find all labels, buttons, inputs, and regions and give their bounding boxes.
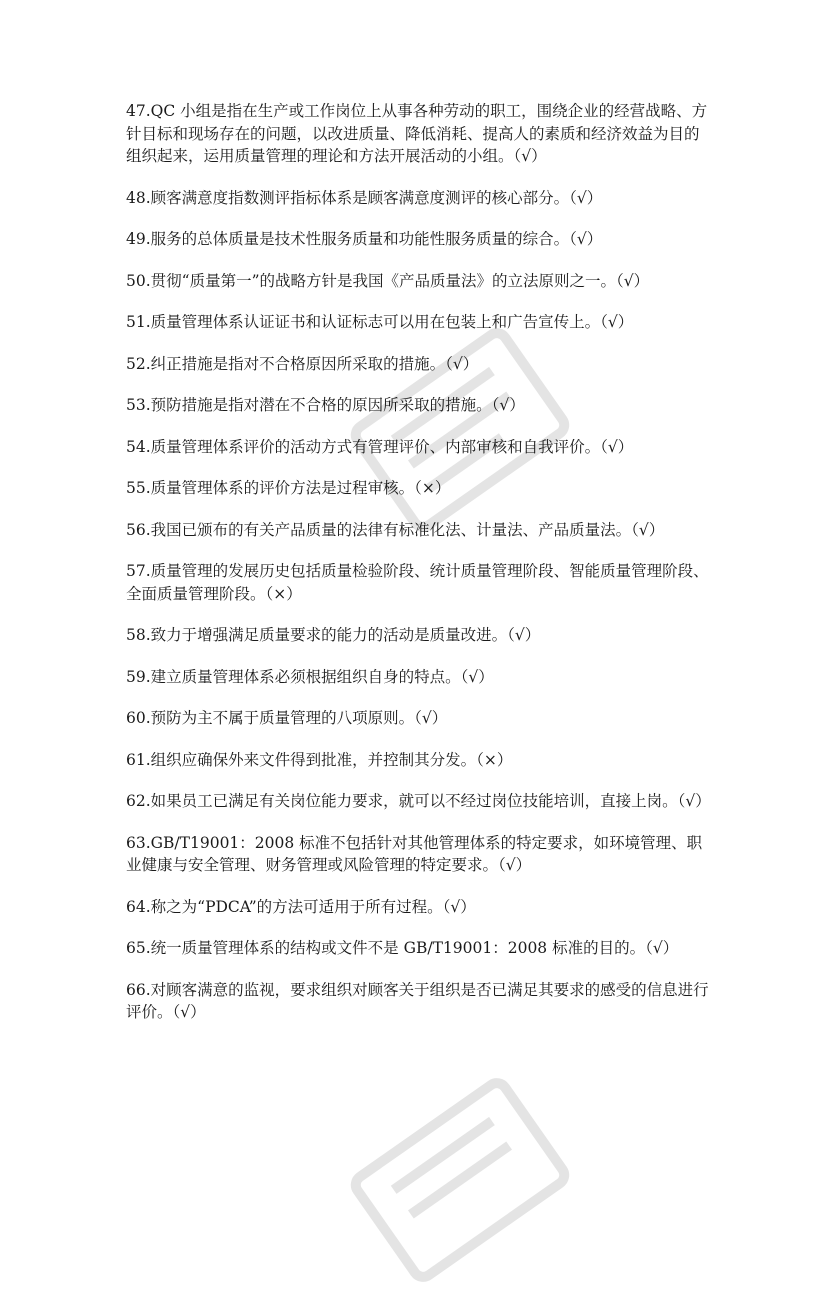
question-item-65: 65.统一质量管理体系的结构或文件不是 GB/T19001：2008 标准的目的。（√） [126, 939, 679, 957]
question-item-62: 62.如果员工已满足有关岗位能力要求，就可以不经过岗位技能培训，直接上岗。（√） [126, 792, 711, 810]
question-item-58: 58.致力于增强满足质量要求的能力的活动是质量改进。（√） [126, 626, 541, 644]
question-item-52: 52.纠正措施是指对不合格原因所采取的措施。（√） [126, 354, 479, 373]
question-item-64: 64.称之为“PDCA”的方法可适用于所有过程。（√） [126, 897, 476, 916]
question-item-47: 47.QC 小组是指在生产或工作岗位上从事各种劳动的职工，围绕企业的经营战略、方针目标和现场存在的问题，以改进质量、降低消耗、提高人的素质和经济效益为目的组织起来，运用质量管理的理论和方法开展活动的小组。（√） [126, 102, 708, 165]
question-item-63: 63.GB/T19001：2008 标准不包括针对其他管理体系的特定要求，如环境管理、职业健康与安全管理、财务管理或风险管理的特定要求。（√） [126, 833, 703, 874]
question-item-59: 59.建立质量管理体系必须根据组织自身的特点。（√） [126, 667, 494, 686]
question-item-51: 51.质量管理体系认证证书和认证标志可以用在包装上和广告宣传上。（√） [126, 313, 634, 331]
question-list [126, 100, 711, 1043]
question-item-56: 56.我国已颁布的有关产品质量的法律有标准化法、计量法、产品质量法。（√） [126, 520, 665, 539]
question-item-53: 53.预防措施是指对潜在不合格的原因所采取的措施。（√） [126, 396, 525, 414]
question-item-61: 61.组织应确保外来文件得到批准，并控制其分发。（×） [126, 750, 513, 769]
question-item-60: 60.预防为主不属于质量管理的八项原则。（√） [126, 709, 448, 727]
question-item-50: 50.贯彻“质量第一”的战略方针是我国《产品质量法》的立法原则之一。（√） [126, 271, 650, 290]
question-item-55: 55.质量管理体系的评价方法是过程审核。（×） [126, 479, 451, 497]
question-item-57: 57.质量管理的发展历史包括质量检验阶段、统计质量管理阶段、智能质量管理阶段、全面质量管理阶段。（×） [126, 562, 709, 603]
watermark-icon [330, 1050, 590, 1310]
question-item-48: 48.顾客满意度指数测评指标体系是顾客满意度测评的核心部分。（√） [126, 188, 603, 207]
question-item-49: 49.服务的总体质量是技术性服务质量和功能性服务质量的综合。（√） [126, 230, 603, 248]
question-item-66: 66.对顾客满意的监视，要求组织对顾客关于组织是否已满足其要求的感受的信息进行评价。（√） [126, 980, 709, 1021]
question-item-54: 54.质量管理体系评价的活动方式有管理评价、内部审核和自我评价。（√） [126, 437, 634, 456]
